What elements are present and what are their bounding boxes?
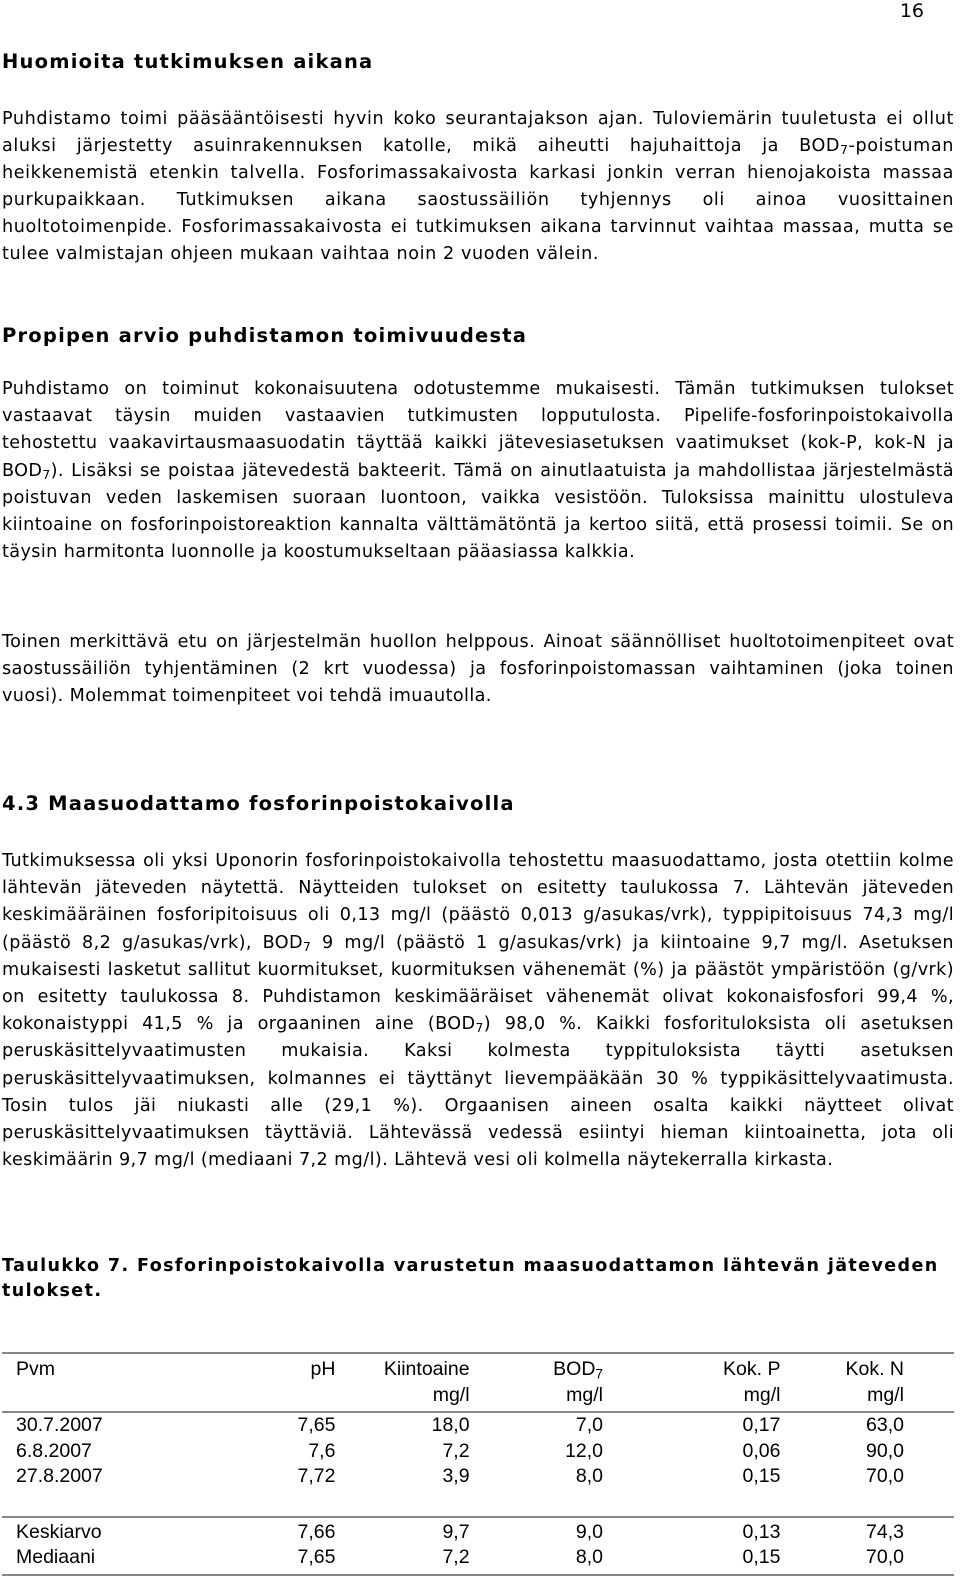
table-summary-row [2, 1517, 954, 1546]
cell-ph: 7,65 [165, 1545, 336, 1575]
cell-ph: 7,65 [297, 1414, 336, 1436]
table-summary-row [2, 1545, 954, 1575]
cell-kokp: 0,06 [742, 1439, 781, 1462]
header-kokn: Kok. N [780, 1353, 954, 1383]
assessment-paragraph-2: Toinen merkittävä etu on järjestelmän huollon helppous. Ainoat säännölliset huoltotoimenpiteet ovat saostussäiliön tyhjentäminen (2 krt vuodessa) ja fosforinpoistomassan vaihtaminen (joka toinen vuosi). Molemmat toimenpiteet voi tehdä imuautolla. [2, 632, 954, 707]
cell-kokn: 90,0 [866, 1439, 904, 1462]
cell-ph: 7,66 [165, 1517, 336, 1546]
cell-bod7: 12,0 [565, 1439, 604, 1462]
cell-kokp: 0,17 [742, 1414, 781, 1436]
cell-date: 30.7.2007 [16, 1414, 103, 1436]
page-number: 16 [899, 0, 924, 22]
cell-bod7: 7,0 [575, 1414, 604, 1436]
table-spacer-row [2, 1490, 954, 1517]
unit-bod: mg/l [470, 1383, 603, 1413]
header-bod-label: BOD [553, 1358, 596, 1380]
unit-kiintoaine: mg/l [335, 1383, 469, 1413]
cell-bod7: 8,0 [575, 1465, 604, 1487]
cell-kokn: 63,0 [866, 1414, 904, 1436]
table-row [2, 1464, 954, 1490]
cell-kiintoaine: 7,2 [335, 1545, 469, 1575]
table-unit-row [2, 1383, 954, 1413]
cell-bod7: 9,0 [470, 1517, 603, 1546]
cell-kiintoaine: 9,7 [335, 1517, 469, 1546]
cell-kiintoaine: 7,2 [442, 1439, 470, 1462]
cell-kokp: 0,15 [742, 1465, 781, 1487]
header-bod-subscript: 7 [595, 1366, 604, 1382]
unit-kokp: mg/l [603, 1383, 780, 1413]
assessment-paragraph-1: Puhdistamo on toiminut kokonaisuutena odotustemme mukaisesti. Tämän tutkimuksen tulokset vastaavat täysin muiden vastaavien tutkimusten lopputulosta. Pipelife-fosforinpoistokaivolla tehostettu vaakavirtausmaasuodatin täyttää kaikki jätevesiasetuksen vaatimukset (kok-P, kok-N ja $BOD_7$). Lisäksi se poistaa jätevedestä bakteerit. Tämä on ainutlaatuista ja mahdollistaa järjestelmästä poistuvan veden laskemisen suoraan luontoon, vaikka vesistöön. Tuloksissa mainittu ulostuleva kiintoaine on fosforinpoistoreaktion kannalta välttämätöntä ja kertoo siitä, että prosessi toimii. Se on täysin harmitonta luonnolle ja koostumukseltaan pääasiassa kalkkia. [2, 379, 954, 563]
cell-ph: 7,6 [308, 1439, 336, 1462]
unit-kokn: mg/l [780, 1383, 954, 1413]
results-paragraph: Tutkimuksessa oli yksi Uponorin fosforinpoistokaivolla tehostettu maasuodattamo, josta otettiin kolme lähtevän jäteveden näytettä. Näytteiden tulokset on esitetty taulukossa 7. Lähtevän jäteveden keskimääräinen fosforipitoisuus oli 0,13 mg/l (päästö 0,013 g/asukas/vrk), typpipitoisuus 74,3 mg/l (päästö 8,2 g/asukas/vrk), $BOD_7$ 9 mg/l (päästö 1 g/asukas/vrk) ja kiintoaine 9,7 mg/l. Asetuksen mukaisesti lasketut sallitut kuormitukset, kuormituksen vähenemät (%) ja päästöt ympäristöön (g/vrk) on esitetty taulukossa 8. Puhdistamon keskimääräiset vähenemät olivat kokonaisfosfori 99,4 %, kokonaistyppi 41,5 % ja orgaaninen aine $(BOD_7)$ 98,0 %. Kaikki fosforituloksista oli asetuksen peruskäsittelyvaatimusten mukaisia. Kaksi kolmesta typpituloksista täytti asetuksen peruskäsittelyvaatimuksen, kolmannes ei täyttänyt lievempääkään 30 % typpikäsittelyvaatimusta. Tosin tulos jäi niukasti alle (29,1 %). Orgaanisen aineen osalta kaikki näytteet olivat peruskäsittelyvaatimuksen täyttäviä. Lähtevässä vedessä esiintyi hieman kiintoainetta, jota oli keskimäärin 9,7 mg/l (mediaani 7,2 mg/l). Lähtevä vesi oli kolmella näytekerralla kirkasta. [2, 851, 955, 1171]
cell-kokp: 0,13 [603, 1517, 780, 1546]
cell-kokn: 74,3 [780, 1517, 954, 1546]
cell-date: 6.8.2007 [16, 1439, 92, 1462]
table-row [2, 1439, 954, 1465]
cell-bod7: 8,0 [470, 1545, 603, 1575]
cell-date: 27.8.2007 [16, 1465, 103, 1487]
section-heading-4-3: 4.3 Maasuodattamo fosforinpoistokaivolla [2, 792, 515, 815]
cell-kokp: 0,15 [603, 1545, 780, 1575]
table-header-row [2, 1353, 954, 1383]
cell-ph: 7,72 [297, 1465, 336, 1487]
results-table [2, 1352, 954, 1576]
header-ph: pH [165, 1353, 336, 1383]
table-caption: Taulukko 7. Fosforinpoistokaivolla varustetun maasuodattamon lähtevän jäteveden tulokset. [2, 1256, 939, 1301]
header-kokp: Kok. P [603, 1353, 780, 1383]
header-kiintoaine: Kiintoaine [335, 1353, 469, 1383]
header-bod [470, 1353, 603, 1383]
header-pvm: Pvm [2, 1353, 165, 1383]
cell-date: Mediaani [2, 1545, 165, 1575]
table-row [2, 1412, 954, 1439]
cell-kiintoaine: 3,9 [442, 1465, 470, 1487]
section-heading-propipe-assessment: Propipen arvio puhdistamon toimivuudesta [2, 324, 528, 347]
section-heading-observations: Huomioita tutkimuksen aikana [2, 50, 374, 73]
cell-kokn: 70,0 [780, 1545, 954, 1575]
cell-kiintoaine: 18,0 [431, 1414, 470, 1436]
cell-kokn: 70,0 [866, 1465, 904, 1487]
cell-date: Keskiarvo [2, 1517, 165, 1546]
observations-paragraph: Puhdistamo toimi pääsääntöisesti hyvin koko seurantajakson ajan. Tuloviemärin tuuletusta ei ollut aluksi järjestetty asuinrakennuksen katolle, mikä aiheutti hajuhaittoja ja $BOD_7$-poistuman heikkenemistä etenkin talvella. Fosforimassakaivosta karkasi jonkin verran hienojakoista massaa purkupaikkaan. Tutkimuksen aikana saostussäiliön tyhjennys oli ainoa vuosittainen huoltotoimenpide. Fosforimassakaivosta ei tutkimuksen aikana tarvinnut vaihtaa massaa, mutta se tulee valmistajan ohjeen mukaan vaihtaa noin 2 vuoden välein. [2, 109, 954, 264]
